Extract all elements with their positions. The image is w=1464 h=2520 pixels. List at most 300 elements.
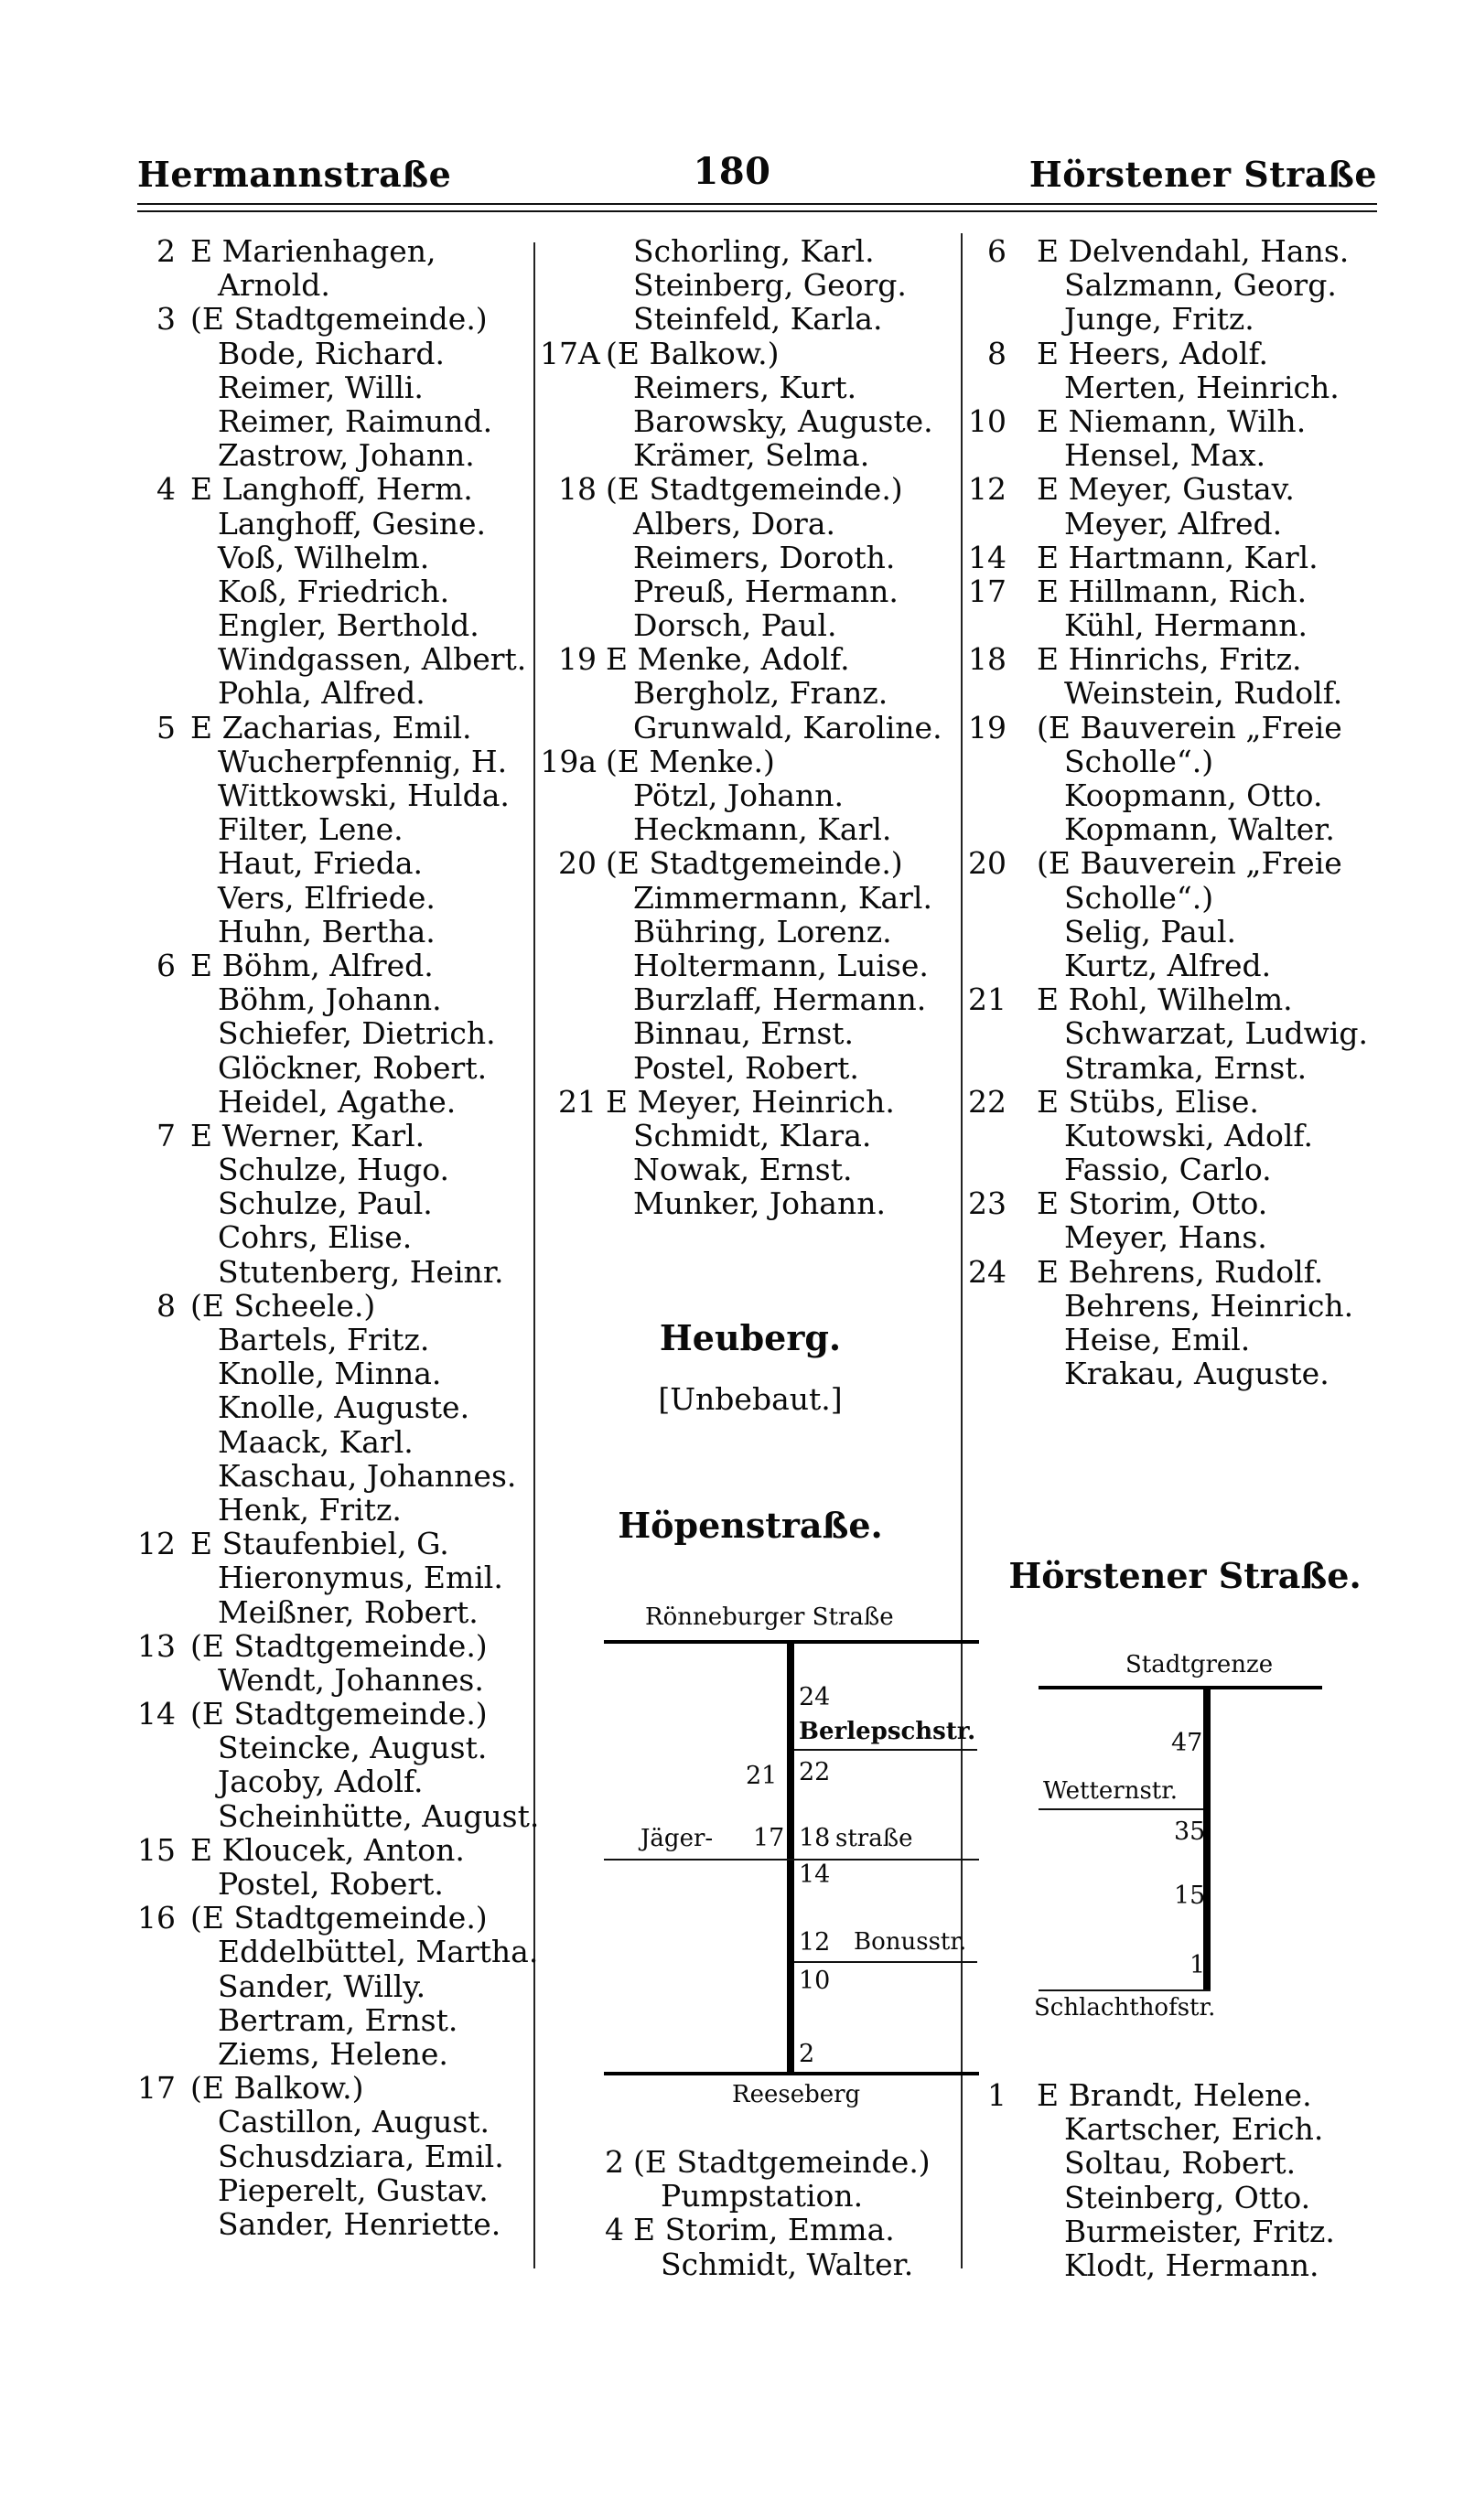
resident-name: E Hinrichs, Fritz. bbox=[1037, 641, 1302, 678]
resident-name: Heidel, Agathe. bbox=[218, 1083, 457, 1120]
resident-name: Vers, Elfriede. bbox=[218, 879, 436, 916]
house-number: 8 bbox=[987, 335, 1006, 371]
address-line bbox=[965, 302, 1377, 336]
address-line bbox=[137, 1764, 531, 1798]
house-number: 19a bbox=[540, 743, 597, 779]
house-number: 19 bbox=[968, 709, 1006, 745]
address-line bbox=[137, 1425, 531, 1459]
resident-name: Voß, Wilhelm. bbox=[218, 539, 430, 575]
resident-name: Binnau, Ernst. bbox=[633, 1015, 855, 1052]
resident-name: Bertram, Ernst. bbox=[218, 2001, 458, 2038]
resident-name: Dorsch, Paul. bbox=[633, 607, 837, 644]
address-line bbox=[540, 2179, 961, 2213]
heuberg-note: [Unbebaut.] bbox=[658, 1381, 843, 1417]
map2-top-street: Stadtgrenze bbox=[1125, 1651, 1274, 1678]
house-number: 18 bbox=[558, 471, 597, 508]
house-number: 10 bbox=[968, 402, 1006, 439]
house-number: 17A bbox=[540, 335, 600, 371]
address-line bbox=[540, 949, 961, 982]
hoerstener-title: Hörstener Straße. bbox=[1008, 1555, 1362, 1596]
address-line bbox=[137, 1527, 531, 1560]
resident-name: Weinstein, Rudolf. bbox=[1064, 675, 1343, 712]
resident-name: Jacoby, Adolf. bbox=[218, 1764, 424, 1800]
resident-name: E Niemann, Wilh. bbox=[1037, 402, 1307, 439]
address-line bbox=[965, 370, 1377, 404]
address-line bbox=[137, 1016, 531, 1050]
address-line bbox=[540, 438, 961, 472]
resident-name: (E Balkow.) bbox=[190, 2070, 364, 2107]
resident-name: (E Stadtgemeinde.) bbox=[606, 471, 903, 508]
address-line bbox=[137, 2071, 531, 2105]
address-line bbox=[965, 1255, 1377, 1289]
resident-name: Preuß, Hermann. bbox=[633, 573, 899, 609]
resident-name: (E Menke.) bbox=[606, 743, 775, 779]
address-line bbox=[137, 711, 531, 745]
address-line bbox=[540, 745, 961, 778]
resident-name: E Behrens, Rudolf. bbox=[1037, 1253, 1324, 1290]
address-line bbox=[540, 234, 961, 268]
resident-name: (E Stadtgemeinde.) bbox=[190, 1900, 488, 1936]
resident-name: E Storim, Otto. bbox=[1037, 1185, 1268, 1222]
resident-name: Böhm, Johann. bbox=[218, 981, 442, 1018]
resident-name: Cohrs, Elise. bbox=[218, 1219, 413, 1256]
address-line bbox=[540, 1085, 961, 1119]
address-line bbox=[137, 1901, 531, 1935]
resident-name: E Delvendahl, Hans. bbox=[1037, 233, 1350, 269]
address-line bbox=[965, 676, 1377, 710]
resident-name: E Menke, Adolf. bbox=[606, 641, 850, 678]
map-number: 18 bbox=[799, 1824, 831, 1852]
address-line bbox=[137, 846, 531, 880]
map-top-street: Rönneburger Straße bbox=[645, 1603, 894, 1631]
map-left-street-b: straße bbox=[835, 1825, 913, 1852]
address-line bbox=[540, 1016, 961, 1050]
address-line bbox=[965, 846, 1377, 880]
hoepenstrasse-map bbox=[599, 1601, 984, 2108]
map-right-line-b bbox=[794, 1961, 977, 1963]
address-line bbox=[137, 1186, 531, 1220]
resident-name: E Marienhagen, bbox=[190, 233, 436, 269]
address-line bbox=[540, 2145, 961, 2179]
address-line bbox=[965, 1051, 1377, 1085]
address-line bbox=[540, 337, 961, 370]
address-line bbox=[540, 881, 961, 915]
map-right-line-a bbox=[794, 1749, 977, 1751]
resident-name: Klodt, Hermann. bbox=[1064, 2247, 1319, 2283]
resident-name: Reimer, Raimund. bbox=[218, 402, 493, 439]
resident-name: (E Stadtgemeinde.) bbox=[190, 301, 488, 338]
resident-name: (E Scheele.) bbox=[190, 1287, 376, 1324]
address-line bbox=[540, 676, 961, 710]
house-number: 15 bbox=[137, 1831, 176, 1868]
resident-name: Junge, Fritz. bbox=[1064, 301, 1254, 338]
resident-name: Schwarzat, Ludwig. bbox=[1064, 1015, 1369, 1052]
resident-name: Meißner, Robert. bbox=[218, 1593, 479, 1630]
column-2 bbox=[540, 234, 961, 1220]
resident-name: Heise, Emil. bbox=[1064, 1322, 1251, 1357]
address-line bbox=[965, 881, 1377, 915]
resident-name: Steincke, August. bbox=[218, 1730, 488, 1766]
address-line bbox=[137, 642, 531, 676]
address-line bbox=[965, 812, 1377, 846]
resident-name: Bergholz, Franz. bbox=[633, 675, 888, 712]
hoerstener-map bbox=[1034, 1642, 1400, 2026]
resident-name: Schmidt, Klara. bbox=[633, 1117, 872, 1153]
resident-name: (E Bauverein „Freie bbox=[1037, 709, 1342, 745]
resident-name: Engler, Berthold. bbox=[218, 607, 479, 644]
map-number: 12 bbox=[799, 1928, 831, 1957]
resident-name: Bühring, Lorenz. bbox=[633, 913, 892, 949]
address-line bbox=[540, 507, 961, 541]
resident-name: Schiefer, Dietrich. bbox=[218, 1015, 496, 1052]
address-line bbox=[137, 302, 531, 336]
address-line bbox=[137, 1323, 531, 1357]
address-line bbox=[137, 1934, 539, 1970]
address-line bbox=[137, 745, 531, 778]
resident-name: Kaschau, Johannes. bbox=[218, 1457, 517, 1494]
house-number: 20 bbox=[558, 845, 597, 882]
resident-name: Fassio, Carlo. bbox=[1064, 1152, 1272, 1188]
map2-number: 47 bbox=[1171, 1729, 1203, 1757]
heuberg-title: Heuberg. bbox=[659, 1317, 842, 1358]
resident-name: Schorling, Karl. bbox=[633, 233, 875, 269]
resident-name: Steinberg, Georg. bbox=[633, 267, 907, 304]
resident-name: Schulze, Hugo. bbox=[218, 1152, 449, 1188]
resident-name: Bartels, Fritz. bbox=[218, 1322, 430, 1357]
address-line bbox=[137, 608, 531, 642]
resident-name: Pötzl, Johann. bbox=[633, 777, 844, 813]
address-line bbox=[965, 642, 1377, 676]
address-line bbox=[137, 472, 531, 506]
house-number: 14 bbox=[968, 539, 1006, 575]
address-line bbox=[137, 1459, 531, 1493]
resident-name: Ziems, Helene. bbox=[218, 2035, 448, 2072]
resident-name: E Storim, Emma. bbox=[633, 2212, 895, 2248]
resident-name: Kühl, Hermann. bbox=[1064, 607, 1308, 644]
house-number: 2 bbox=[605, 2144, 624, 2180]
resident-name: Wendt, Johannes. bbox=[218, 1661, 484, 1698]
house-number: 4 bbox=[605, 2212, 624, 2248]
address-line bbox=[137, 337, 531, 370]
resident-name: Scholle“.) bbox=[1064, 879, 1214, 916]
address-line bbox=[137, 1220, 531, 1254]
address-line bbox=[965, 2146, 1377, 2180]
resident-name: E Rohl, Wilhelm. bbox=[1037, 981, 1293, 1018]
house-number: 3 bbox=[156, 301, 176, 338]
resident-name: Krakau, Auguste. bbox=[1064, 1356, 1329, 1392]
resident-name: Bode, Richard. bbox=[218, 335, 445, 371]
resident-name: Barowsky, Auguste. bbox=[633, 402, 933, 439]
resident-name: Reimers, Kurt. bbox=[633, 369, 857, 405]
address-line bbox=[965, 1085, 1377, 1119]
resident-name: Haut, Frieda. bbox=[218, 845, 423, 882]
address-line bbox=[540, 608, 961, 642]
column-3 bbox=[965, 234, 1377, 1390]
resident-name: (E Stadtgemeinde.) bbox=[190, 1696, 488, 1732]
map2-bottom-street: Schlachthofstr. bbox=[1034, 1994, 1216, 2021]
house-number: 6 bbox=[987, 233, 1006, 269]
address-line bbox=[965, 2248, 1377, 2282]
resident-name: Burmeister, Fritz. bbox=[1064, 2213, 1335, 2249]
resident-name: (E Balkow.) bbox=[606, 335, 780, 371]
resident-name: Eddelbüttel, Martha. bbox=[218, 1934, 539, 1970]
map2-number: 15 bbox=[1174, 1882, 1206, 1910]
resident-name: E Stübs, Elise. bbox=[1037, 1083, 1259, 1120]
address-line bbox=[965, 268, 1377, 302]
address-line bbox=[965, 507, 1377, 541]
address-line bbox=[137, 982, 531, 1016]
map-left-street-a: Jäger- bbox=[640, 1825, 714, 1852]
resident-name: Grunwald, Karoline. bbox=[633, 709, 942, 745]
address-line bbox=[540, 982, 961, 1016]
address-line bbox=[965, 438, 1377, 472]
resident-name: Filter, Lene. bbox=[218, 811, 404, 848]
address-line bbox=[137, 541, 531, 574]
resident-name: Pohla, Alfred. bbox=[218, 675, 425, 712]
address-line bbox=[965, 608, 1377, 642]
resident-name: Albers, Dora. bbox=[633, 505, 835, 542]
house-number: 12 bbox=[968, 471, 1006, 508]
address-line bbox=[137, 1493, 531, 1527]
resident-name: Soltau, Robert. bbox=[1064, 2145, 1297, 2182]
address-line bbox=[965, 711, 1377, 745]
address-line bbox=[137, 1731, 531, 1764]
address-line bbox=[540, 1119, 961, 1153]
address-line bbox=[965, 745, 1377, 778]
resident-name: Knolle, Minna. bbox=[218, 1356, 442, 1392]
address-line bbox=[137, 1560, 531, 1594]
resident-name: Postel, Robert. bbox=[218, 1866, 444, 1902]
map-number: 22 bbox=[799, 1758, 831, 1786]
house-number: 17 bbox=[968, 573, 1006, 609]
address-line bbox=[540, 574, 961, 608]
address-line bbox=[540, 1051, 961, 1085]
map-bottom-line bbox=[604, 2072, 979, 2075]
house-number: 18 bbox=[968, 641, 1006, 678]
address-line bbox=[137, 1833, 531, 1867]
address-line bbox=[965, 1357, 1377, 1390]
resident-name: Schmidt, Walter. bbox=[661, 2246, 914, 2282]
house-number: 23 bbox=[968, 1185, 1006, 1222]
address-line bbox=[540, 268, 961, 302]
resident-name: Glöckner, Robert. bbox=[218, 1049, 488, 1086]
address-line bbox=[540, 302, 961, 336]
address-line bbox=[137, 881, 531, 915]
resident-name: Meyer, Hans. bbox=[1064, 1219, 1267, 1256]
address-line bbox=[137, 1390, 531, 1424]
resident-name: E Kloucek, Anton. bbox=[190, 1831, 465, 1868]
resident-name: Sander, Henriette. bbox=[218, 2205, 501, 2242]
resident-name: (E Stadtgemeinde.) bbox=[190, 1627, 488, 1664]
resident-name: E Hartmann, Karl. bbox=[1037, 539, 1319, 575]
map2-top-line bbox=[1039, 1686, 1322, 1689]
address-line bbox=[137, 2207, 531, 2241]
address-line bbox=[965, 1323, 1377, 1357]
resident-name: Scholle“.) bbox=[1064, 743, 1214, 779]
resident-name: Stutenberg, Heinr. bbox=[218, 1253, 504, 1290]
resident-name: Reimers, Doroth. bbox=[633, 539, 896, 575]
address-line bbox=[965, 2112, 1377, 2146]
address-line bbox=[965, 234, 1377, 268]
resident-name: Pieperelt, Gustav. bbox=[218, 2171, 489, 2208]
resident-name: Meyer, Alfred. bbox=[1064, 505, 1283, 542]
resident-name: Arnold. bbox=[218, 267, 330, 304]
address-line bbox=[965, 1119, 1377, 1153]
house-number: 13 bbox=[137, 1627, 176, 1664]
resident-name: Zastrow, Johann. bbox=[218, 437, 475, 474]
resident-name: Schulze, Paul. bbox=[218, 1185, 433, 1222]
map-cross-line bbox=[604, 1859, 979, 1861]
map-number: 14 bbox=[799, 1861, 831, 1889]
address-line bbox=[540, 642, 961, 676]
resident-name: Hieronymus, Emil. bbox=[218, 1560, 503, 1596]
address-line bbox=[540, 812, 961, 846]
address-line bbox=[965, 915, 1377, 949]
address-line bbox=[965, 1220, 1377, 1254]
map-number: 21 bbox=[746, 1762, 778, 1790]
resident-name: Heckmann, Karl. bbox=[633, 811, 892, 848]
house-number: 20 bbox=[968, 845, 1006, 882]
address-line bbox=[137, 438, 531, 472]
resident-name: Kutowski, Adolf. bbox=[1064, 1117, 1313, 1153]
address-line bbox=[137, 1357, 531, 1390]
map2-number: 1 bbox=[1190, 1951, 1206, 1979]
address-line bbox=[965, 337, 1377, 370]
house-number: 2 bbox=[156, 233, 176, 269]
resident-name: Pumpstation. bbox=[661, 2178, 864, 2214]
address-line bbox=[137, 1085, 531, 1119]
address-line bbox=[965, 2078, 1377, 2112]
header-right-street: Hörstener Straße bbox=[1028, 154, 1377, 195]
column-3-after-map bbox=[965, 2078, 1377, 2282]
address-line bbox=[137, 1629, 531, 1663]
address-line bbox=[137, 1867, 531, 1901]
resident-name: Nowak, Ernst. bbox=[633, 1152, 853, 1188]
resident-name: Huhn, Bertha. bbox=[218, 913, 436, 949]
house-number: 22 bbox=[968, 1083, 1006, 1120]
address-line bbox=[965, 2214, 1377, 2248]
resident-name: Scheinhütte, August. bbox=[218, 1797, 540, 1834]
house-number: 21 bbox=[968, 981, 1006, 1018]
resident-name: Zimmermann, Karl. bbox=[633, 879, 932, 916]
address-line bbox=[965, 1289, 1377, 1323]
address-line bbox=[137, 1119, 531, 1153]
address-line bbox=[540, 472, 961, 506]
resident-name: E Langhoff, Herm. bbox=[190, 471, 473, 508]
address-line bbox=[965, 574, 1377, 608]
header-rule-bottom bbox=[137, 210, 1377, 212]
address-line bbox=[137, 2105, 531, 2139]
address-line bbox=[137, 915, 531, 949]
address-line bbox=[965, 982, 1377, 1016]
address-line bbox=[137, 1051, 531, 1085]
address-line bbox=[540, 2247, 961, 2281]
map-right-street-a: Berlepschstr. bbox=[799, 1718, 976, 1745]
map-number: 24 bbox=[799, 1683, 831, 1711]
address-line bbox=[137, 404, 531, 438]
column-2-after-map bbox=[540, 2145, 961, 2281]
address-line bbox=[540, 846, 961, 880]
house-number: 16 bbox=[137, 1900, 176, 1936]
resident-name: (E Stadtgemeinde.) bbox=[606, 845, 903, 882]
address-line bbox=[137, 507, 531, 541]
address-line bbox=[137, 268, 531, 302]
resident-name: Steinfeld, Karla. bbox=[633, 301, 883, 338]
resident-name: Merten, Heinrich. bbox=[1064, 369, 1340, 405]
resident-name: Henk, Fritz. bbox=[218, 1491, 402, 1528]
house-number: 14 bbox=[137, 1696, 176, 1732]
column-1 bbox=[137, 233, 540, 2242]
resident-name: Langhoff, Gesine. bbox=[218, 505, 486, 542]
address-line bbox=[137, 1797, 540, 1834]
resident-name: Kurtz, Alfred. bbox=[1064, 947, 1272, 983]
resident-name: Selig, Paul. bbox=[1064, 913, 1237, 949]
address-line bbox=[137, 1663, 531, 1697]
address-line bbox=[137, 2037, 531, 2071]
map-number: 2 bbox=[799, 2040, 815, 2068]
address-line bbox=[965, 404, 1377, 438]
map2-mid-street: Wetternstr. bbox=[1043, 1777, 1179, 1805]
resident-name: E Hillmann, Rich. bbox=[1037, 573, 1308, 609]
address-line bbox=[965, 472, 1377, 506]
map-bottom-street: Reeseberg bbox=[732, 2081, 861, 2108]
resident-name: E Zacharias, Emil. bbox=[190, 709, 472, 745]
address-line bbox=[137, 1595, 531, 1629]
address-line bbox=[137, 1255, 531, 1289]
address-line bbox=[137, 2003, 531, 2037]
address-line bbox=[540, 541, 961, 574]
address-line bbox=[540, 370, 961, 404]
address-line bbox=[137, 812, 531, 846]
address-line bbox=[540, 2213, 961, 2247]
resident-name: Kartscher, Erich. bbox=[1064, 2111, 1324, 2148]
address-line bbox=[965, 1186, 1377, 1220]
address-line bbox=[965, 949, 1377, 982]
hoepenstrasse-title: Höpenstraße. bbox=[618, 1505, 883, 1546]
header-left-street: Hermannstraße bbox=[137, 154, 452, 195]
resident-name: Munker, Johann. bbox=[633, 1185, 886, 1222]
header-rule-top bbox=[137, 203, 1377, 205]
house-number: 5 bbox=[156, 709, 176, 745]
address-line bbox=[540, 778, 961, 812]
address-line bbox=[137, 1697, 531, 1731]
address-line bbox=[137, 676, 531, 710]
resident-name: Sander, Willy. bbox=[218, 1968, 426, 2004]
house-number: 24 bbox=[968, 1253, 1006, 1290]
map-number: 17 bbox=[753, 1824, 785, 1852]
house-number: 19 bbox=[558, 641, 597, 678]
resident-name: Salzmann, Georg. bbox=[1064, 267, 1337, 304]
resident-name: Castillon, August. bbox=[218, 2104, 490, 2140]
address-line bbox=[137, 949, 531, 982]
resident-name: E Brandt, Helene. bbox=[1037, 2077, 1312, 2113]
house-number: 1 bbox=[987, 2077, 1006, 2113]
address-line bbox=[965, 1153, 1377, 1186]
resident-name: E Böhm, Alfred. bbox=[190, 947, 434, 983]
address-line bbox=[965, 541, 1377, 574]
address-line bbox=[965, 778, 1377, 812]
house-number: 6 bbox=[156, 947, 176, 983]
resident-name: E Meyer, Heinrich. bbox=[606, 1083, 895, 1120]
page-number: 180 bbox=[693, 150, 771, 193]
resident-name: Reimer, Willi. bbox=[218, 369, 424, 405]
house-number: 12 bbox=[137, 1526, 176, 1562]
resident-name: Wittkowski, Hulda. bbox=[218, 777, 510, 813]
address-line bbox=[137, 1153, 531, 1186]
resident-name: Postel, Robert. bbox=[633, 1049, 859, 1086]
resident-name: Steinberg, Otto. bbox=[1064, 2179, 1311, 2215]
resident-name: Burzlaff, Hermann. bbox=[633, 981, 927, 1018]
